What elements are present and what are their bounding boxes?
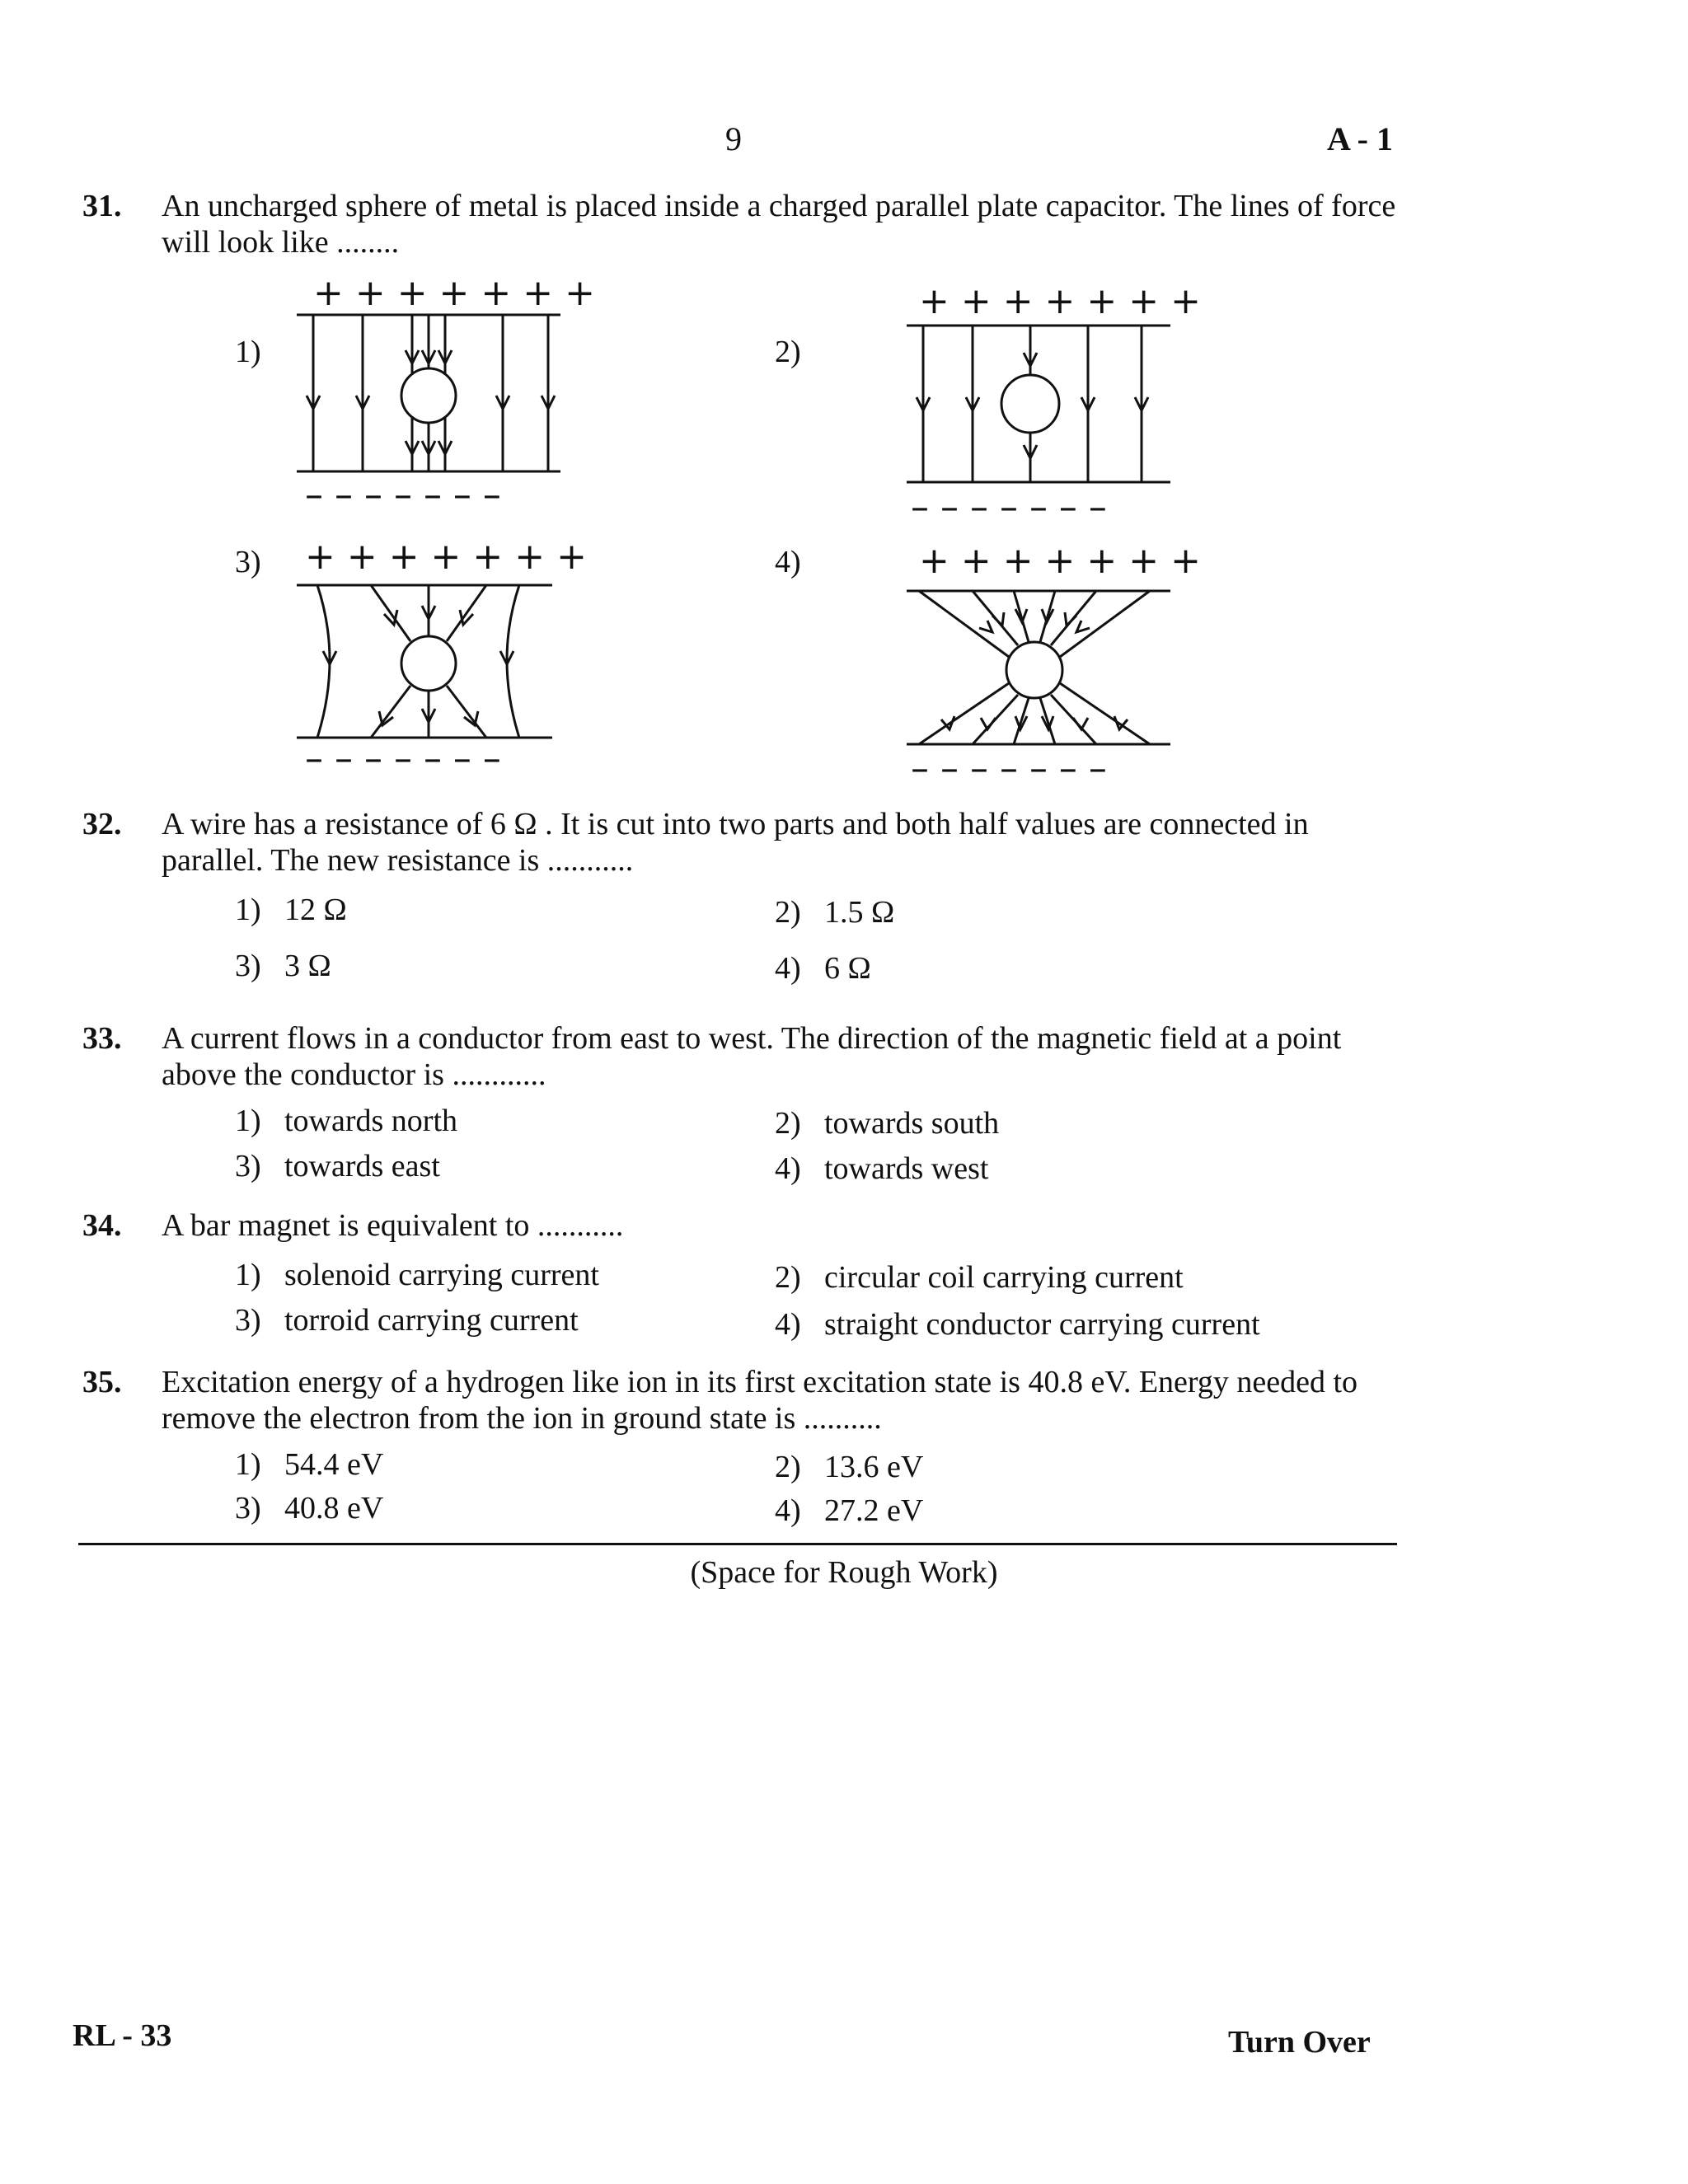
question-31	[82, 188, 1409, 260]
rough-work-label: (Space for Rough Work)	[690, 1555, 998, 1590]
turn-over-note: Turn Over	[1228, 2025, 1371, 2060]
option-3[interactable]: 3) 3 Ω	[235, 949, 331, 983]
option-4[interactable]: 4) straight conductor carrying current	[775, 1307, 1260, 1342]
option-2[interactable]: 2) towards south	[775, 1106, 1000, 1141]
question-number: 32.	[82, 807, 122, 841]
question-33	[82, 1020, 1409, 1093]
booklet-code: A - 1	[1327, 120, 1393, 157]
figure-option-2-diagram	[907, 280, 1201, 528]
question-32	[82, 806, 1409, 879]
figure-option-4-diagram	[907, 540, 1201, 790]
plus-plate-charges: + + + + + + +	[919, 540, 1201, 582]
figure-option-label: 3)	[235, 545, 261, 579]
question-35	[82, 1364, 1409, 1436]
option-4[interactable]: 4) 27.2 eV	[775, 1493, 924, 1528]
figure-option-label: 1)	[235, 335, 261, 369]
option-1[interactable]: 1) 54.4 eV	[235, 1447, 384, 1482]
question-text: A wire has a resistance of 6 Ω . It is cut into two parts and both half values are connected in parallel. The new resistance is ...........	[162, 807, 1309, 878]
question-number: 33.	[82, 1021, 122, 1056]
question-number: 35.	[82, 1365, 122, 1399]
minus-plate-charges: – – – – – – –	[911, 748, 1107, 790]
question-text: An uncharged sphere of metal is placed inside a charged parallel plate capacitor. The lines of force will look like ........	[162, 189, 1396, 260]
figure-option-3-diagram	[297, 536, 587, 780]
option-1[interactable]: 1) towards north	[235, 1104, 458, 1138]
option-3[interactable]: 3) torroid carrying current	[235, 1303, 579, 1338]
option-3[interactable]: 3) 40.8 eV	[235, 1491, 384, 1526]
question-text: A current flows in a conductor from east to west. The direction of the magnetic field at a point above the conductor is ............	[162, 1021, 1342, 1092]
minus-plate-charges: – – – – – – –	[911, 486, 1107, 528]
question-number: 31.	[82, 189, 122, 223]
question-text: A bar magnet is equivalent to ...........	[162, 1208, 624, 1243]
option-1[interactable]: 1) 12 Ω	[235, 893, 347, 927]
option-2[interactable]: 2) 13.6 eV	[775, 1450, 924, 1484]
option-2[interactable]: 2) 1.5 Ω	[775, 895, 895, 930]
page-number: 9	[725, 120, 742, 157]
option-4[interactable]: 4) 6 Ω	[775, 951, 871, 986]
question-number: 34.	[82, 1208, 122, 1243]
figure-option-label: 2)	[775, 335, 801, 369]
minus-plate-charges: – – – – – – –	[305, 474, 501, 516]
option-2[interactable]: 2) circular coil carrying current	[775, 1260, 1184, 1295]
plus-plate-charges: + + + + + + +	[313, 272, 595, 314]
figure-option-label: 4)	[775, 545, 801, 579]
plus-plate-charges: + + + + + + +	[919, 280, 1201, 322]
question-34	[82, 1207, 1409, 1244]
rough-work-divider	[78, 1543, 1397, 1545]
option-3[interactable]: 3) towards east	[235, 1149, 440, 1183]
question-text: Excitation energy of a hydrogen like ion in its first excitation state is 40.8 eV. Energy needed to remove the electron from the ion in ground state is ..........	[162, 1365, 1358, 1436]
paper-code: RL - 33	[73, 2018, 172, 2053]
minus-plate-charges: – – – – – – –	[305, 738, 501, 780]
option-1[interactable]: 1) solenoid carrying current	[235, 1258, 599, 1292]
plus-plate-charges: + + + + + + +	[305, 536, 587, 578]
figure-option-1-diagram	[297, 272, 595, 516]
option-4[interactable]: 4) towards west	[775, 1151, 989, 1186]
